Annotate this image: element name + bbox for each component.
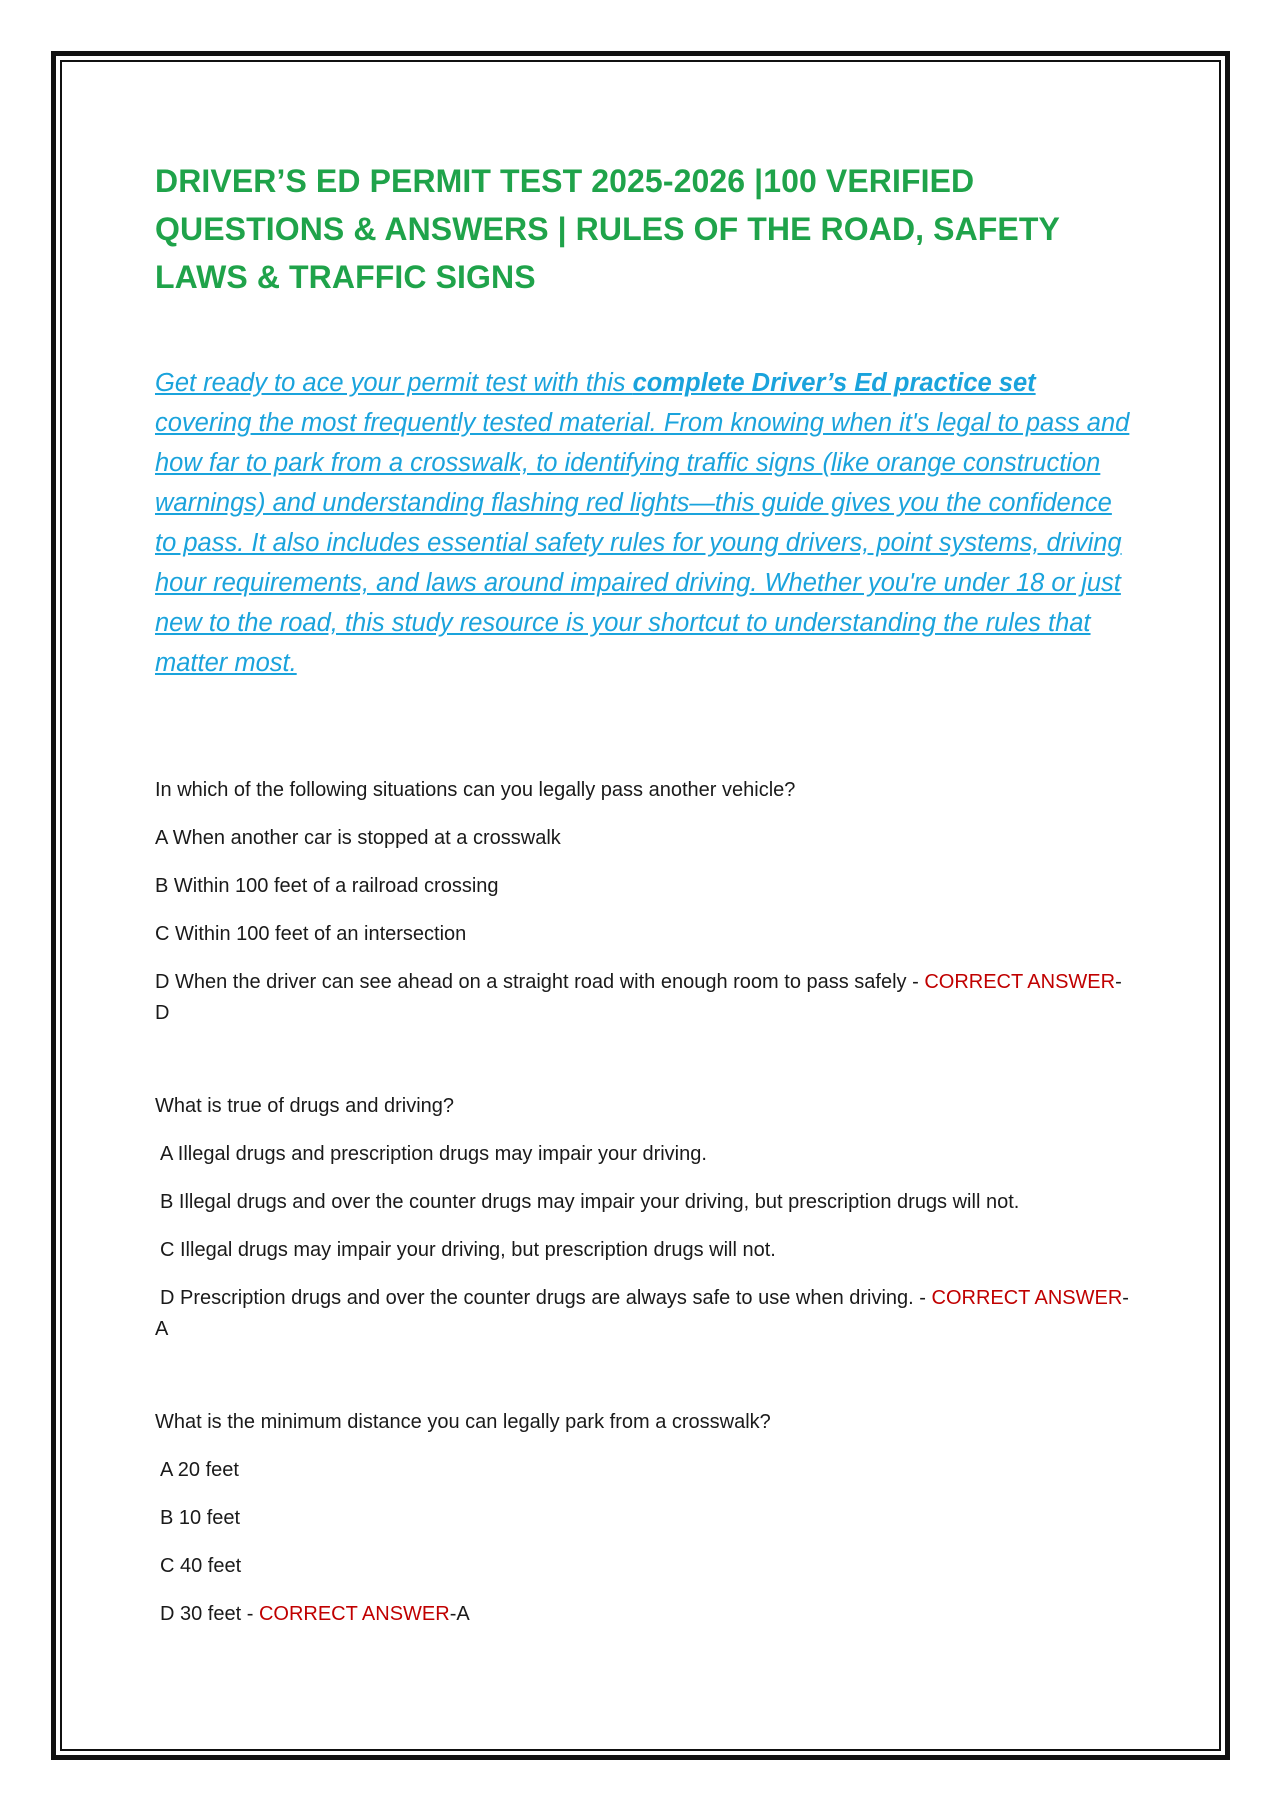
correct-answer-label: CORRECT ANSWER [258, 1603, 450, 1625]
correct-answer-label: CORRECT ANSWER [931, 1287, 1123, 1309]
document-body [155, 157, 1130, 1630]
correct-answer-label: CORRECT ANSWER [924, 971, 1116, 993]
question-block-1 [155, 775, 1130, 1029]
correct-answer-value: -A [449, 1603, 470, 1625]
question-text: In which of the following situations can you legally pass another vehicle? [155, 779, 796, 801]
option-d-text: D 30 feet - [160, 1603, 259, 1625]
intro-paragraph [155, 363, 1130, 683]
option-d-text: D When the driver can see ahead on a straight road with enough room to pass safely - [155, 971, 925, 993]
intro-bold-text: complete Driver’s Ed practice set [632, 369, 1036, 397]
intro-text-2: covering the most frequently tested material. From knowing when it's legal to pass and how far to park from a crosswalk, to identifying traffic signs (like orange construction warnings) and understanding flashing red lights—this guide gives you the confidence to pass. It also includes essential safety rules for young drivers, point systems, driving hour requirements, and laws around impaired driving. Whether you're under 18 or just new to the road, this study resource is your shortcut to understanding the rules that matter most. [155, 409, 1130, 677]
correct-answer-value: -A [155, 1287, 1129, 1340]
question-text: What is true of drugs and driving? [155, 1095, 455, 1117]
question-text: What is the minimum distance you can legally park from a crosswalk? [155, 1411, 771, 1433]
option-b: B 10 feet [160, 1507, 241, 1529]
option-d [155, 1599, 1130, 1630]
option-c: C 40 feet [160, 1555, 242, 1577]
option-a: A Illegal drugs and prescription drugs may impair your driving. [160, 1143, 707, 1165]
document-title: DRIVER’S ED PERMIT TEST 2025-2026 |100 VERIFIED QUESTIONS & ANSWERS | RULES OF THE ROAD, SAFETY LAWS & TRAFFIC SIGNS [155, 163, 1060, 295]
option-c: C Illegal drugs may impair your driving, but prescription drugs will not. [160, 1239, 776, 1261]
option-d [155, 1283, 1130, 1345]
intro-text-1: Get ready to ace your permit test with this [155, 369, 633, 397]
option-d [155, 967, 1130, 1029]
option-b: B Within 100 feet of a railroad crossing [155, 875, 499, 897]
question-block-3 [155, 1407, 1130, 1630]
correct-answer-value: -D [155, 971, 1122, 1024]
option-c: C Within 100 feet of an intersection [155, 923, 467, 945]
question-block-2 [155, 1091, 1130, 1345]
option-a: A When another car is stopped at a crosswalk [155, 827, 561, 849]
option-d-text: D Prescription drugs and over the counter drugs are always safe to use when driving. - [160, 1287, 932, 1309]
option-a: A 20 feet [160, 1459, 239, 1481]
option-b: B Illegal drugs and over the counter drugs may impair your driving, but prescription drugs will not. [160, 1191, 1020, 1213]
